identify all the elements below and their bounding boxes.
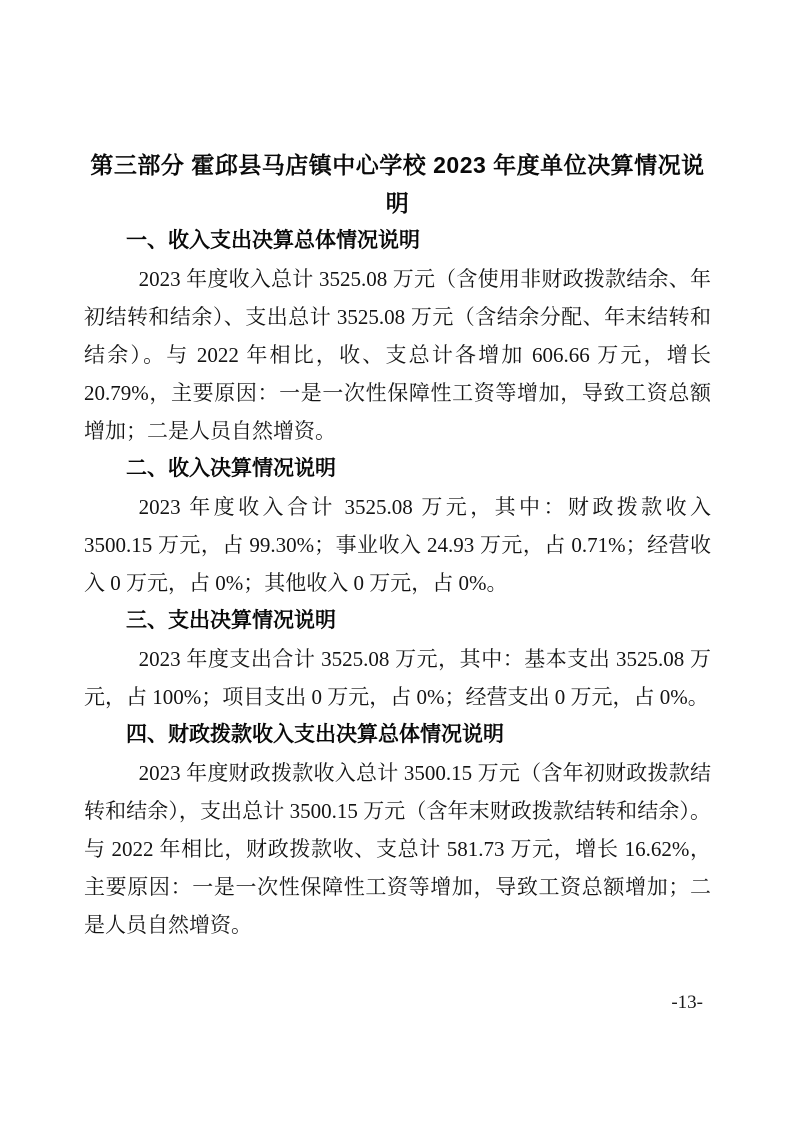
page-number: -13-	[671, 992, 703, 1013]
section-3-heading: 三、支出决算情况说明	[126, 609, 336, 632]
section-income-details	[84, 450, 711, 602]
section-2-paragraph: 2023 年度收入合计 3525.08 万元，其中：财政拨款收入 3500.15 万元，占 99.30%；事业收入 24.93 万元，占 0.71%；经营收入 0 万元，占 0%；其他收入 0 万元，占 0%。	[84, 495, 711, 595]
section-4-paragraph: 2023 年度财政拨款收入总计 3500.15 万元（含年初财政拨款结转和结余），支出总计 3500.15 万元（含年末财政拨款结转和结余）。与 2022 年相比，财政拨款收、支总计 581.73 万元，增长 16.62%，主要原因：一是一次性保障性工资等增加，导致工资总额增加；二是人员自然增资。	[84, 761, 711, 937]
section-fiscal-appropriation-overview	[84, 716, 711, 944]
section-1-heading: 一、收入支出决算总体情况说明	[126, 229, 420, 252]
document-title: 第三部分 霍邱县马店镇中心学校 2023 年度单位决算情况说明	[90, 152, 705, 216]
section-4-heading: 四、财政拨款收入支出决算总体情况说明	[126, 723, 504, 746]
section-income-expenditure-overview	[84, 222, 711, 450]
document-body	[84, 222, 711, 944]
section-expenditure-details	[84, 602, 711, 716]
section-3-paragraph: 2023 年度支出合计 3525.08 万元，其中：基本支出 3525.08 万元，占 100%；项目支出 0 万元，占 0%；经营支出 0 万元，占 0%。	[84, 647, 711, 709]
section-1-paragraph: 2023 年度收入总计 3525.08 万元（含使用非财政拨款结余、年初结转和结余）、支出总计 3525.08 万元（含结余分配、年末结转和结余）。与 2022 年相比，收、支总计各增加 606.66 万元，增长 20.79%，主要原因：一是一次性保障性工资等增加，导致工资总额增加；二是人员自然增资。	[84, 267, 711, 443]
section-2-heading: 二、收入决算情况说明	[126, 457, 336, 480]
